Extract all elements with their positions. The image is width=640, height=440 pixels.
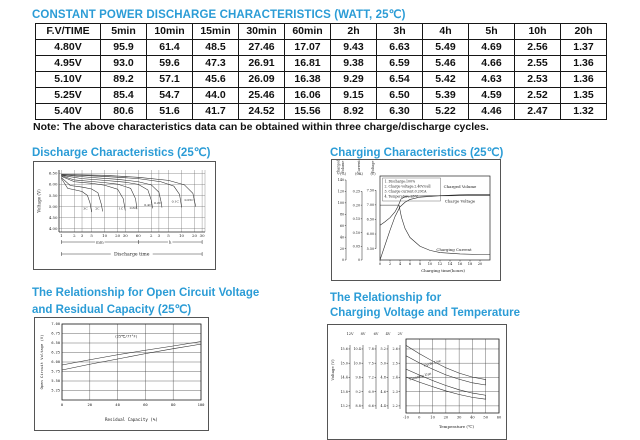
svg-text:8.8: 8.8 [355, 404, 361, 409]
svg-text:6.50: 6.50 [48, 170, 58, 176]
svg-text:10: 10 [179, 232, 184, 238]
table-cell: 45.6 [193, 72, 239, 88]
page-title: CONSTANT POWER DISCHARGE CHARACTERISTICS (WATT, 25℃) [32, 9, 406, 21]
svg-text:120: 120 [337, 189, 345, 194]
table-cell: 16.38 [285, 72, 331, 88]
table-cell: 26.91 [239, 56, 285, 72]
svg-text:2. Charge voltage:2.40V/cell: 2. Charge voltage:2.40V/cell [384, 184, 431, 189]
table-cell: 9.43 [331, 40, 377, 56]
svg-text:10: 10 [102, 232, 108, 238]
table-cell: 4.46 [469, 104, 515, 120]
svg-text:4V: 4V [385, 332, 391, 336]
column-header: 2h [331, 24, 377, 40]
svg-text:8V: 8V [360, 332, 366, 336]
svg-text:(25℃/77°F): (25℃/77°F) [114, 334, 138, 339]
table-cell: 6.54 [377, 72, 423, 88]
svg-text:2.3: 2.3 [392, 389, 398, 394]
ocv-residual-capacity-chart [34, 317, 209, 431]
svg-text:80: 80 [339, 212, 345, 217]
svg-text:(V): (V) [370, 172, 376, 176]
svg-text:Open Circuit Voltage (V): Open Circuit Voltage (V) [39, 334, 44, 390]
svg-text:Temperature (℃): Temperature (℃) [438, 424, 475, 429]
table-cell: 9.38 [331, 56, 377, 72]
svg-text:0.10: 0.10 [352, 230, 361, 235]
column-header: 60min [285, 24, 331, 40]
svg-text:40: 40 [470, 415, 475, 420]
table-cell: 1.32 [561, 104, 607, 120]
svg-text:5.50: 5.50 [48, 192, 58, 198]
svg-text:Discharge time: Discharge time [114, 252, 150, 258]
svg-text:6.00: 6.00 [48, 181, 58, 187]
svg-text:9.2: 9.2 [355, 389, 361, 394]
svg-text:6.00: 6.00 [366, 232, 375, 237]
svg-text:Voltage (V): Voltage (V) [330, 359, 335, 381]
table-header-row [36, 24, 607, 40]
svg-text:30: 30 [122, 232, 128, 238]
svg-text:0: 0 [378, 262, 382, 267]
svg-text:40: 40 [115, 402, 120, 407]
table-cell: 93.0 [101, 56, 147, 72]
svg-text:0.25: 0.25 [352, 189, 361, 194]
svg-text:Floating Use: Floating Use [408, 371, 432, 382]
svg-text:6.9: 6.9 [368, 389, 374, 394]
svg-text:7.50: 7.50 [366, 188, 375, 193]
table-cell: 9.29 [331, 72, 377, 88]
temperature-chart-canvas [328, 325, 506, 439]
row-header-cell: 5.10V [36, 72, 101, 88]
table-cell: 1.36 [561, 72, 607, 88]
table-cell: 5.49 [423, 40, 469, 56]
svg-text:5.0: 5.0 [380, 361, 386, 366]
svg-text:6.00: 6.00 [51, 360, 60, 365]
svg-text:Voltage (V): Voltage (V) [36, 189, 42, 213]
table-cell: 95.9 [101, 40, 147, 56]
svg-text:1C: 1C [118, 206, 124, 211]
svg-text:20: 20 [115, 232, 121, 238]
svg-text:60: 60 [339, 223, 345, 228]
svg-text:20: 20 [87, 402, 93, 407]
table-row [36, 88, 607, 104]
table-cell: 26.09 [239, 72, 285, 88]
svg-text:6.75: 6.75 [51, 331, 60, 336]
svg-text:80: 80 [170, 402, 176, 407]
svg-text:6.25: 6.25 [51, 350, 60, 355]
svg-text:7.8: 7.8 [368, 347, 374, 352]
svg-text:3: 3 [80, 232, 84, 238]
svg-text:2.4: 2.4 [392, 375, 398, 380]
table-cell: 17.07 [285, 40, 331, 56]
svg-text:6.50: 6.50 [366, 217, 375, 222]
svg-text:6.50: 6.50 [51, 341, 60, 346]
table-cell: 6.50 [377, 88, 423, 104]
svg-text:4.00: 4.00 [48, 225, 58, 231]
column-header: F.V/TIME [36, 24, 101, 40]
svg-text:10.4: 10.4 [353, 347, 361, 352]
svg-text:7.2: 7.2 [368, 375, 374, 380]
svg-text:(%): (%) [340, 172, 346, 176]
table-cell: 5.46 [423, 56, 469, 72]
table-cell: 16.06 [285, 88, 331, 104]
svg-text:Charged: Charged [336, 160, 341, 175]
charging-characteristics-chart [331, 159, 501, 281]
svg-text:16: 16 [457, 262, 463, 267]
discharge-chart-canvas [34, 162, 215, 269]
table-cell: 6.59 [377, 56, 423, 72]
table-cell: 6.63 [377, 40, 423, 56]
table-row [36, 104, 607, 120]
column-header: 10h [515, 24, 561, 40]
svg-text:2.2: 2.2 [392, 404, 398, 409]
heading-discharge-characteristics: Discharge Characteristics (25℃) [32, 147, 211, 159]
svg-text:60: 60 [135, 232, 141, 238]
table-cell: 1.35 [561, 88, 607, 104]
svg-text:5.2: 5.2 [380, 347, 386, 352]
svg-text:2C: 2C [95, 206, 100, 211]
table-cell: 1.36 [561, 56, 607, 72]
svg-text:5: 5 [167, 232, 170, 238]
table-cell: 85.4 [101, 88, 147, 104]
table-cell: 16.81 [285, 56, 331, 72]
table-cell: 5.42 [423, 72, 469, 88]
svg-text:5.25: 5.25 [51, 388, 60, 393]
table-cell: 2.53 [515, 72, 561, 88]
heading-temp-line1: The Relationship for [330, 292, 442, 304]
svg-text:20: 20 [477, 262, 483, 267]
table-cell: 41.7 [193, 104, 239, 120]
svg-text:13.8: 13.8 [340, 389, 348, 394]
row-header-cell: 4.80V [36, 40, 101, 56]
table-cell: 25.46 [239, 88, 285, 104]
svg-text:10: 10 [427, 262, 433, 267]
charging-voltage-temperature-chart [327, 324, 507, 440]
svg-text:100: 100 [337, 201, 345, 206]
column-header: 20h [561, 24, 607, 40]
svg-text:0: 0 [358, 258, 361, 263]
column-header: 3h [377, 24, 423, 40]
table-cell: 2.56 [515, 40, 561, 56]
column-header: 4h [423, 24, 469, 40]
table-note: Note: The above characteristics data can be obtained within three charge/discharge cycles. [33, 121, 489, 133]
svg-text:15.0: 15.0 [340, 361, 348, 366]
column-header: 30min [239, 24, 285, 40]
svg-text:140: 140 [337, 178, 345, 183]
table-cell: 4.66 [469, 56, 515, 72]
ocv-chart-canvas [35, 318, 208, 430]
svg-text:0.4C: 0.4C [144, 203, 152, 208]
heading-temp-line2: Charging Voltage and Temperature [330, 307, 520, 319]
svg-text:14: 14 [447, 262, 453, 267]
column-header: 5h [469, 24, 515, 40]
svg-text:30: 30 [199, 232, 205, 238]
svg-text:7.00: 7.00 [366, 203, 375, 208]
row-header-cell: 5.25V [36, 88, 101, 104]
svg-text:3: 3 [157, 232, 161, 238]
svg-text:40: 40 [339, 235, 345, 240]
svg-text:0.20: 0.20 [352, 203, 361, 208]
table-cell: 51.6 [147, 104, 193, 120]
table-cell: 2.47 [515, 104, 561, 120]
svg-text:4: 4 [398, 262, 402, 267]
column-header: 10min [147, 24, 193, 40]
svg-text:6V: 6V [373, 332, 379, 336]
svg-text:0.6C: 0.6C [129, 205, 137, 210]
svg-text:6: 6 [408, 262, 412, 267]
svg-text:0: 0 [60, 402, 64, 407]
table-cell: 4.59 [469, 88, 515, 104]
table-cell: 4.63 [469, 72, 515, 88]
svg-text:12: 12 [437, 262, 443, 267]
svg-text:0.2C: 0.2C [153, 200, 162, 205]
svg-text:0.05: 0.05 [352, 244, 361, 249]
svg-text:20: 20 [443, 415, 449, 420]
svg-text:60: 60 [496, 415, 502, 420]
svg-text:5.50: 5.50 [51, 379, 60, 384]
svg-text:2.5: 2.5 [392, 361, 398, 366]
svg-text:Voltage: Voltage [371, 160, 375, 174]
table-cell: 54.7 [147, 88, 193, 104]
constant-power-table [35, 23, 607, 120]
table-row [36, 56, 607, 72]
svg-text:min: min [96, 239, 104, 245]
svg-text:Volume: Volume [341, 160, 345, 174]
svg-text:Charging time(hours): Charging time(hours) [421, 268, 465, 273]
svg-text:4.4: 4.4 [380, 404, 386, 409]
svg-text:2.6: 2.6 [392, 347, 398, 352]
svg-text:2: 2 [150, 232, 153, 238]
table-row [36, 72, 607, 88]
svg-text:13.2: 13.2 [340, 404, 348, 409]
svg-text:15.6: 15.6 [340, 347, 348, 352]
svg-text:100: 100 [197, 402, 205, 407]
svg-text:20: 20 [192, 232, 197, 238]
svg-text:5.00: 5.00 [48, 203, 58, 209]
svg-text:1. Discharge:100%: 1. Discharge:100% [384, 179, 416, 184]
table-cell: 89.2 [101, 72, 147, 88]
table-cell: 8.92 [331, 104, 377, 120]
svg-text:Charging Current: Charging Current [436, 247, 472, 252]
svg-text:0.1C: 0.1C [171, 199, 179, 204]
svg-text:-10: -10 [403, 415, 409, 420]
table-cell: 80.6 [101, 104, 147, 120]
table-cell: 9.15 [331, 88, 377, 104]
svg-text:3. Charge current:0.20CA: 3. Charge current:0.20CA [384, 189, 427, 194]
table-cell: 2.55 [515, 56, 561, 72]
svg-text:Charged Volume: Charged Volume [443, 184, 477, 189]
table-cell: 2.52 [515, 88, 561, 104]
svg-text:50: 50 [483, 415, 489, 420]
table-cell: 6.30 [377, 104, 423, 120]
svg-text:5.50: 5.50 [366, 246, 375, 251]
svg-text:60: 60 [143, 402, 148, 407]
table-row [36, 40, 607, 56]
svg-text:18: 18 [467, 262, 473, 267]
svg-text:Charge Voltage: Charge Voltage [444, 198, 476, 204]
row-header-cell: 4.95V [36, 56, 101, 72]
svg-text:30: 30 [456, 415, 462, 420]
svg-text:12V: 12V [346, 332, 354, 336]
charging-chart-canvas [332, 160, 500, 280]
table-cell: 57.1 [147, 72, 193, 88]
svg-text:7.5: 7.5 [368, 361, 374, 366]
table-cell: 5.39 [423, 88, 469, 104]
svg-text:14.4: 14.4 [340, 375, 348, 380]
svg-text:3C: 3C [83, 206, 88, 211]
column-header: 5min [101, 24, 147, 40]
svg-text:9.6: 9.6 [355, 375, 361, 380]
table-cell: 48.5 [193, 40, 239, 56]
svg-text:Current: Current [357, 160, 361, 174]
svg-text:4.50: 4.50 [48, 214, 58, 220]
svg-text:10.0: 10.0 [353, 361, 361, 366]
svg-text:5: 5 [90, 232, 93, 238]
svg-text:8: 8 [418, 262, 422, 267]
table-cell: 47.3 [193, 56, 239, 72]
row-header-cell: 5.40V [36, 104, 101, 120]
svg-text:5.75: 5.75 [51, 369, 60, 374]
table-cell: 1.37 [561, 40, 607, 56]
svg-text:20: 20 [339, 246, 345, 251]
column-header: 15min [193, 24, 239, 40]
svg-text:1: 1 [60, 232, 63, 238]
svg-text:Cycle Use: Cycle Use [423, 358, 442, 368]
svg-text:h: h [168, 239, 172, 245]
svg-text:4.6: 4.6 [380, 389, 386, 394]
svg-text:2: 2 [73, 232, 76, 238]
svg-text:4.8: 4.8 [380, 375, 386, 380]
table-cell: 61.4 [147, 40, 193, 56]
svg-text:4. Temperature:25℃: 4. Temperature:25℃ [384, 194, 419, 199]
svg-text:6.6: 6.6 [368, 404, 374, 409]
table-cell: 59.6 [147, 56, 193, 72]
svg-text:7.00: 7.00 [51, 322, 60, 327]
discharge-characteristics-chart [33, 161, 216, 270]
table-cell: 27.46 [239, 40, 285, 56]
table-cell: 44.0 [193, 88, 239, 104]
svg-text:0.05C: 0.05C [184, 198, 194, 202]
svg-text:0.15: 0.15 [352, 217, 361, 222]
heading-charging-characteristics: Charging Characteristics (25℃) [330, 147, 504, 159]
heading-ocv-line2: and Residual Capacity (25℃) [32, 304, 192, 316]
table-cell: 4.69 [469, 40, 515, 56]
svg-text:2V: 2V [397, 332, 403, 336]
heading-ocv-line1: The Relationship for Open Circuit Voltage [32, 287, 260, 299]
svg-text:0: 0 [418, 415, 421, 420]
table-cell: 15.56 [285, 104, 331, 120]
table-cell: 24.52 [239, 104, 285, 120]
svg-text:2: 2 [388, 262, 392, 267]
svg-text:(CA): (CA) [355, 172, 363, 176]
svg-text:0: 0 [342, 258, 345, 263]
table-cell: 5.22 [423, 104, 469, 120]
svg-text:10: 10 [430, 415, 435, 420]
svg-text:Residual Capacity (%): Residual Capacity (%) [105, 417, 158, 422]
